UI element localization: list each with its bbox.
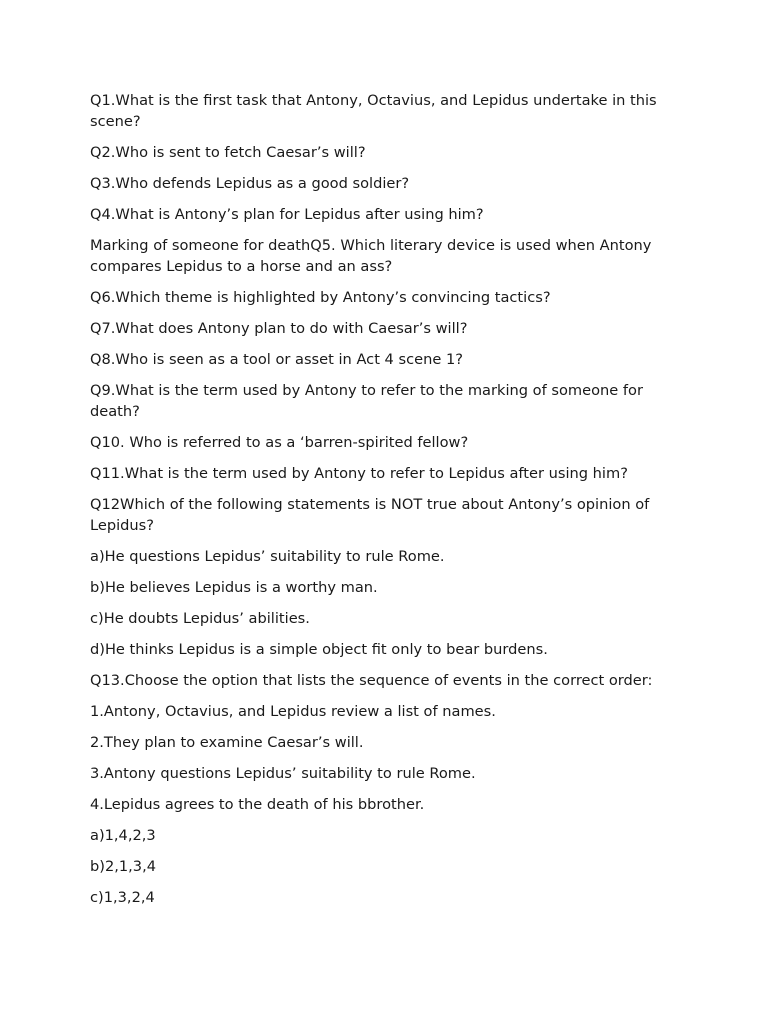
question-6: Q6.Which theme is highlighted by Antony’s convincing tactics? <box>90 289 551 306</box>
q12-option-a: a)He questions Lepidus’ suitability to rule Rome. <box>90 548 445 565</box>
question-4: Q4.What is Antony’s plan for Lepidus after using him? <box>90 206 484 223</box>
question-1: Q1.What is the first task that Antony, Octavius, and Lepidus undertake in this scene? <box>90 92 657 130</box>
q13-event-4: 4.Lepidus agrees to the death of his bbrother. <box>90 796 425 813</box>
question-2: Q2.Who is sent to fetch Caesar’s will? <box>90 144 366 161</box>
q13-event-1: 1.Antony, Octavius, and Lepidus review a list of names. <box>90 703 496 720</box>
question-9: Q9.What is the term used by Antony to refer to the marking of someone for death? <box>90 382 643 420</box>
question-11: Q11.What is the term used by Antony to refer to Lepidus after using him? <box>90 465 628 482</box>
q12-option-b: b)He believes Lepidus is a worthy man. <box>90 579 378 596</box>
question-8: Q8.Who is seen as a tool or asset in Act 4 scene 1? <box>90 351 463 368</box>
question-7: Q7.What does Antony plan to do with Caesar’s will? <box>90 320 468 337</box>
q13-option-b: b)2,1,3,4 <box>90 858 157 875</box>
document-body <box>90 90 685 918</box>
question-12: Q12Which of the following statements is NOT true about Antony’s opinion of Lepidus? <box>90 496 650 534</box>
question-13: Q13.Choose the option that lists the sequence of events in the correct order: <box>90 672 653 689</box>
question-10: Q10. Who is referred to as a ‘barren-spirited fellow? <box>90 434 469 451</box>
question-5: Marking of someone for deathQ5. Which literary device is used when Antony compares Lepidus to a horse and an ass? <box>90 237 652 275</box>
q12-option-c: c)He doubts Lepidus’ abilities. <box>90 610 310 627</box>
q13-event-2: 2.They plan to examine Caesar’s will. <box>90 734 364 751</box>
q13-event-3: 3.Antony questions Lepidus’ suitability to rule Rome. <box>90 765 476 782</box>
q13-option-c: c)1,3,2,4 <box>90 889 155 906</box>
q13-option-a: a)1,4,2,3 <box>90 827 156 844</box>
q12-option-d: d)He thinks Lepidus is a simple object fit only to bear burdens. <box>90 641 548 658</box>
question-3: Q3.Who defends Lepidus as a good soldier? <box>90 175 410 192</box>
